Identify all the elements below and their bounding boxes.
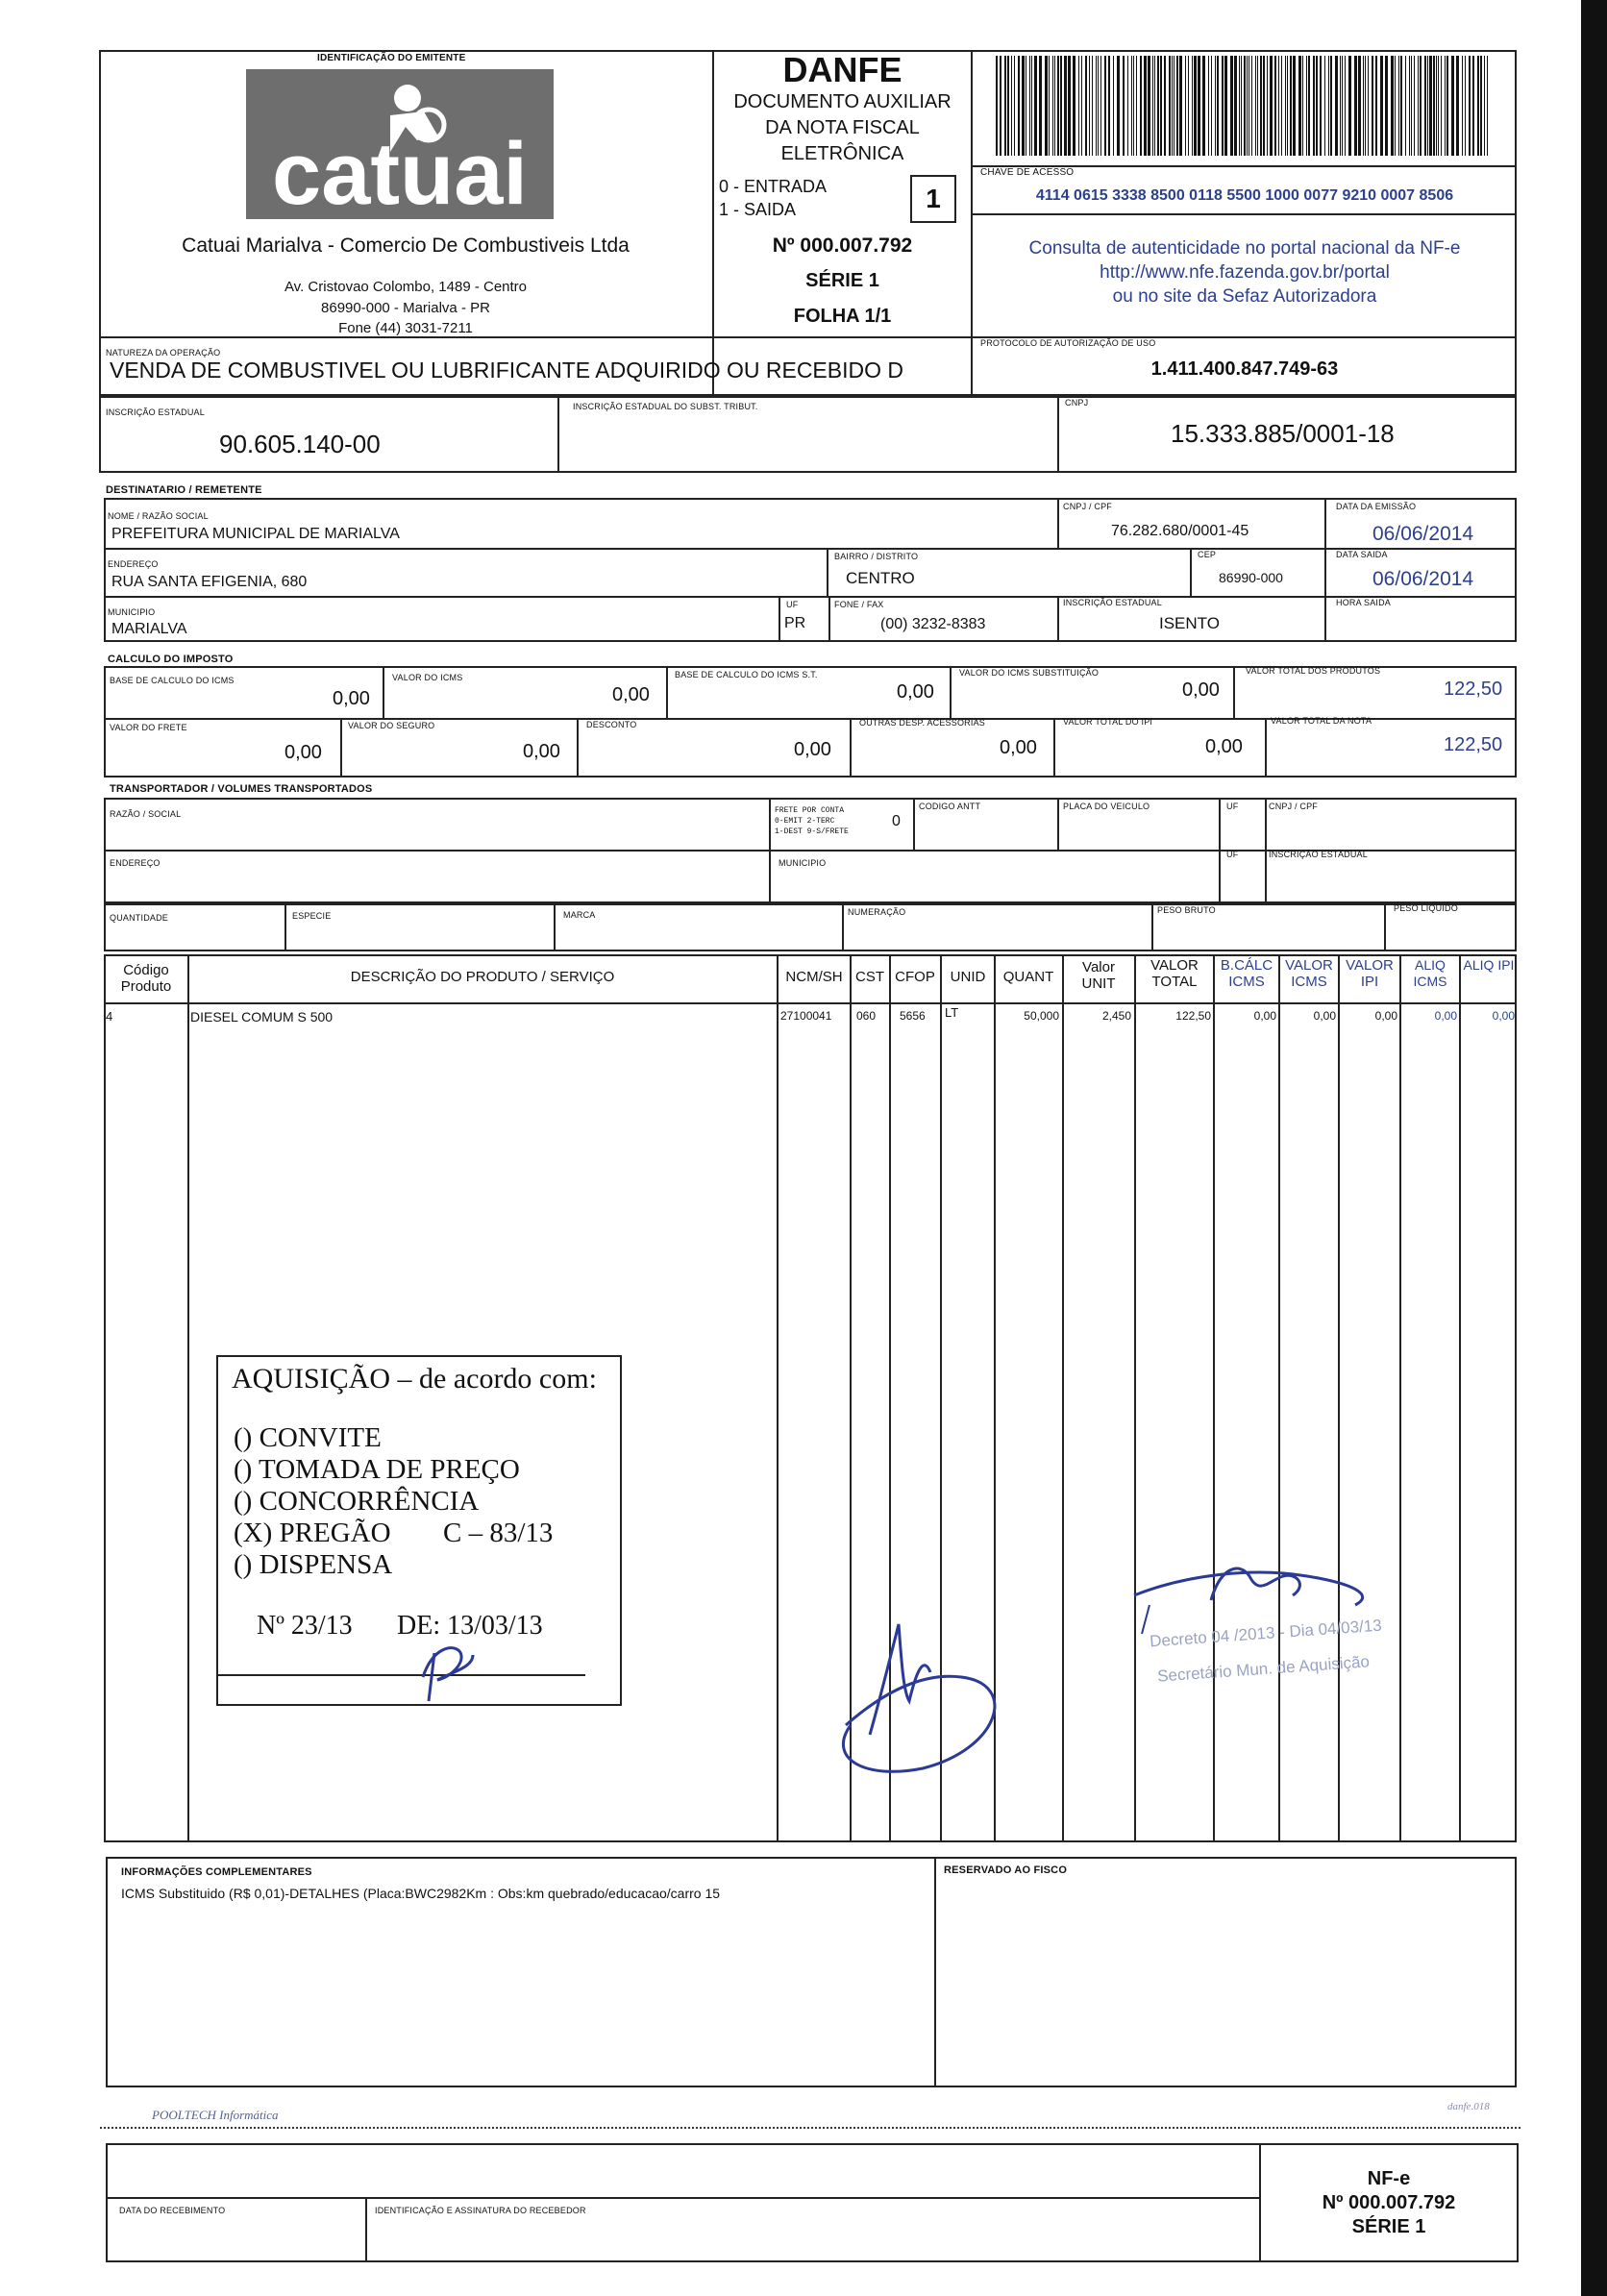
row-base-icms: 0,00 [1253, 1009, 1276, 1023]
stub-nfe-label: NF-e [1367, 2168, 1411, 2189]
danfe-series: SÉRIE 1 [805, 270, 879, 291]
col-header-qty: QUANT [1002, 969, 1054, 985]
freight-value: 0,00 [284, 742, 322, 763]
access-key-label: CHAVE DE ACESSO [980, 167, 1075, 178]
row-icms-value: 0,00 [1313, 1009, 1336, 1023]
row-cfop: 5656 [900, 1009, 926, 1023]
recipient-state-reg-label: INSCRIÇÃO ESTADUAL [1063, 598, 1162, 607]
stamp-option-pregao: (X) PREGÃO [234, 1518, 391, 1548]
row-ipi-value: 0,00 [1374, 1009, 1397, 1023]
software-credit: POOLTECH Informática [152, 2108, 279, 2122]
carrier-uf2-label: UF [1226, 850, 1239, 859]
vehicle-plate-label: PLACA DO VEICULO [1063, 802, 1150, 811]
row-ipi-rate: 0,00 [1492, 1009, 1515, 1023]
discount-value: 0,00 [794, 739, 831, 760]
phone-label: FONE / FAX [834, 600, 884, 609]
consult-line-3: ou no site da Sefaz Autorizadora [1112, 286, 1377, 307]
recipient-address-value: RUA SANTA EFIGENIA, 680 [111, 574, 308, 590]
row-code: 4 [106, 1009, 113, 1024]
carrier-cnpj-label: CNPJ / CPF [1269, 802, 1319, 811]
col-header-ncm: NCM/SH [785, 969, 843, 985]
scan-page-edge [1581, 0, 1607, 2296]
template-ref: danfe.018 [1447, 2101, 1490, 2112]
danfe-title: DANFE [782, 50, 902, 89]
receipt-date-label: DATA DO RECEBIMENTO [119, 2206, 226, 2215]
recipient-name-value: PREFEITURA MUNICIPAL DE MARIALVA [111, 526, 400, 542]
insurance-label: VALOR DO SEGURO [348, 721, 435, 730]
col-header-ipi-value: VALOR IPI [1346, 957, 1394, 990]
carrier-state-reg-label: INSCRIÇÃO ESTADUAL [1269, 850, 1368, 859]
emission-date-value: 06/06/2014 [1372, 523, 1474, 545]
city-value: MARIALVA [111, 621, 187, 637]
recipient-state-reg-value: ISENTO [1159, 614, 1220, 632]
col-header-unit: UNID [950, 969, 986, 985]
danfe-entry-option: 0 - ENTRADA [719, 177, 828, 196]
stamp-date: DE: 13/03/13 [397, 1611, 543, 1641]
products-total-value: 122,50 [1444, 679, 1503, 700]
base-icms-value: 0,00 [333, 688, 370, 709]
ipi-total-label: VALOR TOTAL DO IPI [1063, 717, 1153, 727]
protocol-label: PROTOCOLO DE AUTORIZAÇÃO DE USO [980, 338, 1156, 348]
exit-date-label: DATA SAIDA [1336, 550, 1388, 559]
icms-st-label: VALOR DO ICMS SUBSTITUIÇÃO [959, 668, 1100, 678]
nature-label: NATUREZA DA OPERAÇÃO [106, 348, 221, 358]
row-total-value: 122,50 [1175, 1009, 1211, 1023]
antt-label: CODIGO ANTT [919, 802, 981, 811]
base-icms-label: BASE DE CALCULO DO ICMS [110, 676, 235, 685]
issuer-section-label: IDENTIFICAÇÃO DO EMITENTE [317, 53, 466, 63]
exit-date-value: 06/06/2014 [1372, 568, 1474, 590]
cut-line [100, 2127, 1520, 2129]
base-st-label: BASE DE CALCULO DO ICMS S.T. [675, 670, 818, 679]
carrier-city-label: MUNICIPIO [779, 858, 827, 868]
freight-by-value: 0 [892, 813, 901, 829]
col-header-base-icms: B.CÁLC ICMS [1220, 957, 1273, 990]
base-st-value: 0,00 [897, 681, 934, 703]
carrier-name-label: RAZÃO / SOCIAL [110, 809, 182, 819]
row-unit: LT [945, 1005, 959, 1020]
col-header-cst: CST [855, 969, 884, 985]
products-total-label: VALOR TOTAL DOS PRODUTOS [1246, 666, 1381, 676]
emission-date-label: DATA DA EMISSÃO [1336, 502, 1417, 511]
recipient-name-label: NOME / RAZÃO SOCIAL [108, 511, 209, 521]
row-icms-rate: 0,00 [1434, 1009, 1457, 1023]
exit-time-label: HORA SAIDA [1336, 598, 1392, 607]
col-header-unit-value: Valor UNIT [1081, 959, 1116, 992]
col-header-ipi-rate: ALIQ IPI [1463, 957, 1515, 973]
gross-weight-label: PESO BRUTO [1157, 905, 1216, 915]
consult-line-1: Consulta de autenticidade no portal nacional da NF-e [1028, 238, 1461, 259]
receiver-label: IDENTIFICAÇÃO E ASSINATURA DO RECEBEDOR [375, 2206, 586, 2215]
numbering-label: NUMERAÇÃO [848, 907, 906, 917]
carrier-address-label: ENDEREÇO [110, 858, 161, 868]
row-description: DIESEL COMUM S 500 [190, 1009, 334, 1025]
state-reg-label: INSCRIÇÃO ESTADUAL [106, 407, 205, 417]
icms-value: 0,00 [612, 684, 650, 705]
col-header-icms-value: VALOR ICMS [1285, 957, 1333, 990]
issuer-cnpj-label: CNPJ [1065, 398, 1089, 407]
stamp-option-tomada: () TOMADA DE PREÇO [234, 1454, 520, 1485]
issuer-cnpj-value: 15.333.885/0001-18 [1171, 419, 1395, 448]
col-header-cfop: CFOP [895, 969, 935, 985]
additional-info-value: ICMS Substituido (R$ 0,01)-DETALHES (Placa:BWC2982Km : Obs:km quebrado/educacao/carro 15 [121, 1886, 721, 1901]
faint-stamp-line-2: Secretário Mun. de Aquisição [1156, 1652, 1371, 1686]
issuer-address-2: 86990-000 - Marialva - PR [321, 300, 490, 316]
stamp-option-concorrencia: () CONCORRÊNCIA [234, 1486, 480, 1517]
volume-qty-label: QUANTIDADE [110, 913, 169, 923]
tax-section-label: CALCULO DO IMPOSTO [108, 654, 234, 665]
icms-value-label: VALOR DO ICMS [392, 673, 463, 682]
state-reg-value: 90.605.140-00 [219, 430, 381, 458]
reserved-label: RESERVADO AO FISCO [944, 1864, 1068, 1876]
note-total-label: VALOR TOTAL DA NOTA [1271, 716, 1372, 726]
stamp-pregao-ref: C – 83/13 [443, 1518, 554, 1548]
issuer-name: Catuai Marialva - Comercio De Combustiveis Ltda [182, 235, 630, 257]
row-ncm: 27100041 [780, 1009, 832, 1023]
operation-type-box: 1 [910, 175, 956, 223]
issuer-phone: Fone (44) 3031-7211 [338, 320, 473, 336]
consult-line-2: http://www.nfe.fazenda.gov.br/portal [1100, 262, 1390, 283]
col-header-description: DESCRIÇÃO DO PRODUTO / SERVIÇO [350, 969, 615, 985]
insurance-value: 0,00 [523, 741, 560, 762]
additional-info-label: INFORMAÇÕES COMPLEMENTARES [121, 1866, 312, 1878]
other-expenses-value: 0,00 [1000, 737, 1037, 758]
danfe-subtitle-1: DOCUMENTO AUXILIAR [733, 91, 952, 112]
transport-section-label: TRANSPORTADOR / VOLUMES TRANSPORTADOS [110, 783, 373, 795]
net-weight-label: PESO LIQUIDO [1394, 903, 1458, 913]
uf-label: UF [786, 600, 799, 609]
row-qty: 50,000 [1024, 1009, 1059, 1023]
city-label: MUNICIPIO [108, 607, 156, 617]
col-header-code: Código Produto [120, 962, 172, 995]
protocol-value: 1.411.400.847.749-63 [1150, 358, 1339, 380]
stamp-option-dispensa: () DISPENSA [234, 1549, 393, 1580]
cep-label: CEP [1198, 550, 1217, 559]
recipient-cnpj-value: 76.282.680/0001-45 [1111, 523, 1249, 539]
danfe-exit-option: 1 - SAIDA [719, 200, 797, 219]
nature-value: VENDA DE COMBUSTIVEL OU LUBRIFICANTE ADQUIRIDO OU RECEBIDO D [110, 358, 904, 383]
phone-value: (00) 3232-8383 [880, 616, 986, 632]
carrier-uf-label: UF [1226, 802, 1239, 811]
discount-label: DESCONTO [586, 720, 637, 729]
faint-stamp-line-1: Decreto 04 /2013 - Dia 04/03/13 [1149, 1616, 1383, 1651]
col-header-icms-rate: ALIQ ICMS [1413, 957, 1447, 989]
row-unit-value: 2,450 [1101, 1009, 1131, 1023]
row-cst: 060 [856, 1009, 877, 1023]
subst-reg-label: INSCRIÇÃO ESTADUAL DO SUBST. TRIBUT. [573, 402, 758, 411]
danfe-page: FOLHA 1/1 [793, 306, 892, 327]
uf-value: PR [784, 615, 806, 631]
danfe-subtitle-3: ELETRÔNICA [780, 143, 904, 164]
recipient-address-label: ENDEREÇO [108, 559, 159, 569]
brand-label: MARCA [563, 910, 596, 920]
district-value: CENTRO [846, 569, 915, 587]
col-header-total-value: VALOR TOTAL [1150, 957, 1199, 990]
stub-nfe-series: SÉRIE 1 [1351, 2216, 1426, 2237]
issuer-address-1: Av. Cristovao Colombo, 1489 - Centro [284, 279, 528, 295]
danfe-subtitle-2: DA NOTA FISCAL [765, 117, 920, 138]
other-expenses-label: OUTRAS DESP. ACESSORIAS [859, 718, 985, 728]
district-label: BAIRRO / DISTRITO [834, 552, 919, 561]
stamp-title: AQUISIÇÃO – de acordo com: [232, 1363, 597, 1395]
note-total-value: 122,50 [1444, 734, 1503, 755]
stamp-option-convite: () CONVITE [234, 1422, 382, 1453]
ipi-total-value: 0,00 [1205, 736, 1243, 757]
logo-text: catuai [272, 125, 528, 219]
stub-nfe-number: Nº 000.007.792 [1322, 2192, 1456, 2213]
danfe-number: Nº 000.007.792 [772, 235, 913, 257]
freight-by-label: FRETE POR CONTA 0-EMIT 2-TERC 1-DEST 9-S/FRETE [775, 806, 849, 836]
species-label: ESPECIE [292, 911, 332, 921]
icms-st-value: 0,00 [1182, 679, 1220, 701]
cep-value: 86990-000 [1219, 570, 1283, 585]
recipient-cnpj-label: CNPJ / CPF [1063, 502, 1113, 511]
access-key-value: 4114 0615 3338 8500 0118 5500 1000 0077 9210 0007 8506 [1035, 187, 1454, 204]
freight-value-label: VALOR DO FRETE [110, 723, 187, 732]
recipient-section-label: DESTINATARIO / REMETENTE [106, 484, 262, 496]
stamp-number: Nº 23/13 [257, 1611, 353, 1641]
